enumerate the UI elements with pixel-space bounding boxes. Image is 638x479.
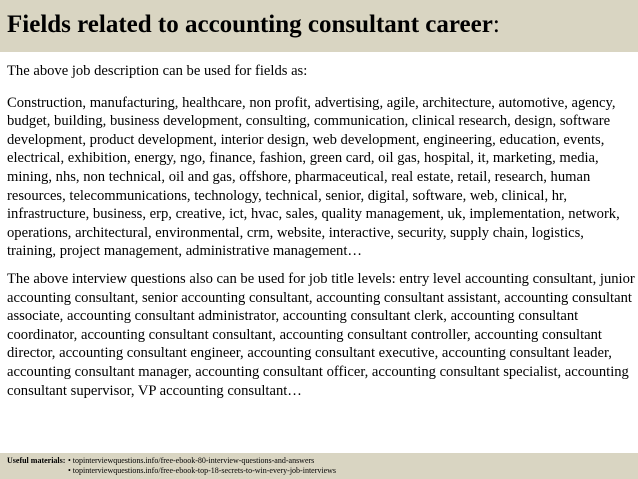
page-title xyxy=(7,10,500,40)
footer-links xyxy=(68,456,336,476)
footer-link-ebook-18-secrets[interactable]: • topinterviewquestions.info/free-ebook-top-18-secrets-to-win-every-job-interviews xyxy=(68,466,337,475)
page-title-main: Fields related to accounting consultant career xyxy=(7,11,493,38)
footer-link-ebook-80-questions[interactable]: • topinterviewquestions.info/free-ebook-80-interview-questions-and-answers xyxy=(68,456,315,465)
title-bar xyxy=(0,0,638,52)
footer-bar xyxy=(0,453,638,479)
slide-content xyxy=(7,62,635,409)
intro-paragraph: The above job description can be used for fields as: xyxy=(7,63,308,79)
fields-paragraph: Construction, manufacturing, healthcare, non profit, advertising, agile, architecture, automotive, agency, budget, building, business development, consulting, communication, clinical research, design, software development, product development, interior design, web development, engineering, education, events, electrical, exhibition, energy, ngo, finance, fashion, green card, oil gas, hospital, it, marketing, media, mining, nhs, non technical, oil and gas, offshore, pharmaceutical, real estate, retail, research, human resources, telecommunications, technology, technical, senior, digital, software, web, clinical, hr, infrastructure, business, erp, creative, ict, hvac, sales, quality management, uk, implementation, network, operations, architectural, environmental, crm, website, interactive, security, supply chain, logistics, training, project management, administrative management… xyxy=(7,94,620,260)
page-title-suffix: : xyxy=(492,11,500,38)
footer-label: Useful materials: xyxy=(7,456,66,465)
job-levels-paragraph: The above interview questions also can be used for job title levels: entry level accounting consultant, junior accounting consultant, senior accounting consultant, accounting consultant assistant, accounting consultant associate, accounting consultant administrator, accounting consultant clerk, accounting consultant coordinator, accounting consultant consultant, accounting consultant controller, accounting consultant director, accounting consultant engineer, accounting consultant executive, accounting consultant leader, accounting consultant manager, accounting consultant officer, accounting consultant specialist, accounting consultant supervisor, VP accounting consultant… xyxy=(7,270,635,399)
